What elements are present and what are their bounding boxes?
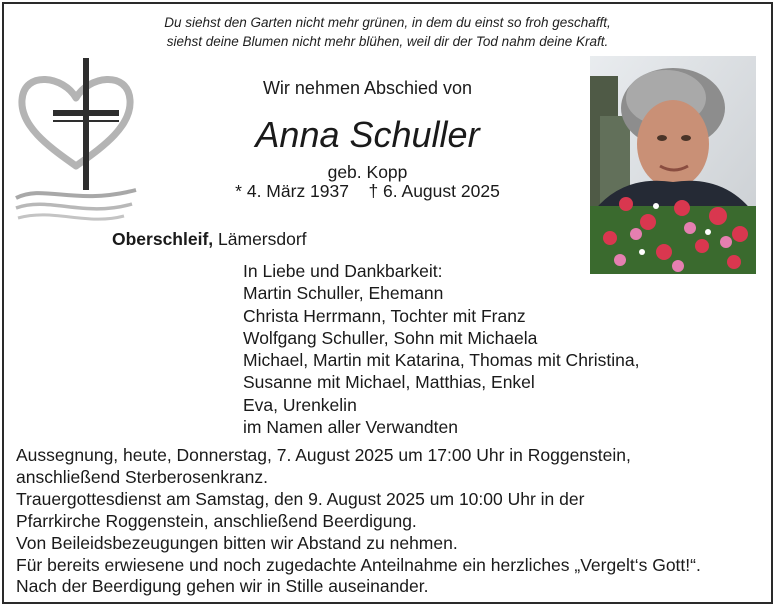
- mourner-line: Susanne mit Michael, Matthias, Enkel: [243, 372, 535, 393]
- mourner-line: Wolfgang Schuller, Sohn mit Michaela: [243, 327, 538, 348]
- notice-line: Aussegnung, heute, Donnerstag, 7. August 2025 um 17:00 Uhr in Roggenstein,: [16, 445, 631, 465]
- mourner-line: im Namen aller Verwandten: [243, 417, 458, 438]
- mourners-list: [243, 260, 639, 438]
- maiden-name: geb. Kopp: [327, 162, 408, 182]
- mourner-line: Martin Schuller, Ehemann: [243, 283, 444, 304]
- mourner-line: Christa Herrmann, Tochter mit Franz: [243, 305, 526, 326]
- district-name: Lämersdorf: [218, 229, 307, 249]
- death-date: † 6. August 2025: [368, 181, 500, 201]
- birth-date: * 4. März 1937: [235, 181, 349, 201]
- funeral-details: [16, 445, 771, 598]
- town-name: Oberschleif,: [112, 229, 214, 249]
- place-of-residence: [112, 229, 307, 250]
- notice-line: Für bereits erwiesene und noch zugedachte Anteilnahme ein herzliches „Vergelt‘s Gott!“.: [16, 554, 701, 575]
- farewell-intro: Wir nehmen Abschied von: [262, 78, 473, 98]
- poem-line-1: Du siehst den Garten nicht mehr grünen, in dem du einst so froh geschafft,: [164, 15, 611, 30]
- notice-line: anschließend Sterberosenkranz.: [16, 466, 268, 487]
- notice-line: Pfarrkirche Roggenstein, anschließend Beerdigung.: [16, 510, 417, 531]
- notice-line: Trauergottesdienst am Samstag, den 9. August 2025 um 10:00 Uhr in der: [16, 488, 585, 509]
- mourners-heading: In Liebe und Dankbarkeit:: [243, 261, 443, 281]
- life-dates: [200, 181, 535, 202]
- portrait-photo: [590, 56, 756, 274]
- cross-heart-emblem-icon: [14, 58, 139, 228]
- mourner-line: Michael, Martin mit Katarina, Thomas mit Christina,: [243, 350, 640, 371]
- poem-line-2: siehst deine Blumen nicht mehr blühen, weil dir der Tod nahm deine Kraft.: [166, 34, 609, 49]
- mourner-line: Eva, Urenkelin: [243, 394, 357, 415]
- deceased-name: Anna Schuller: [255, 114, 480, 155]
- notice-line: Nach der Beerdigung gehen wir in Stille auseinander.: [16, 576, 429, 597]
- notice-line: Von Beileidsbezeugungen bitten wir Abstand zu nehmen.: [16, 532, 458, 553]
